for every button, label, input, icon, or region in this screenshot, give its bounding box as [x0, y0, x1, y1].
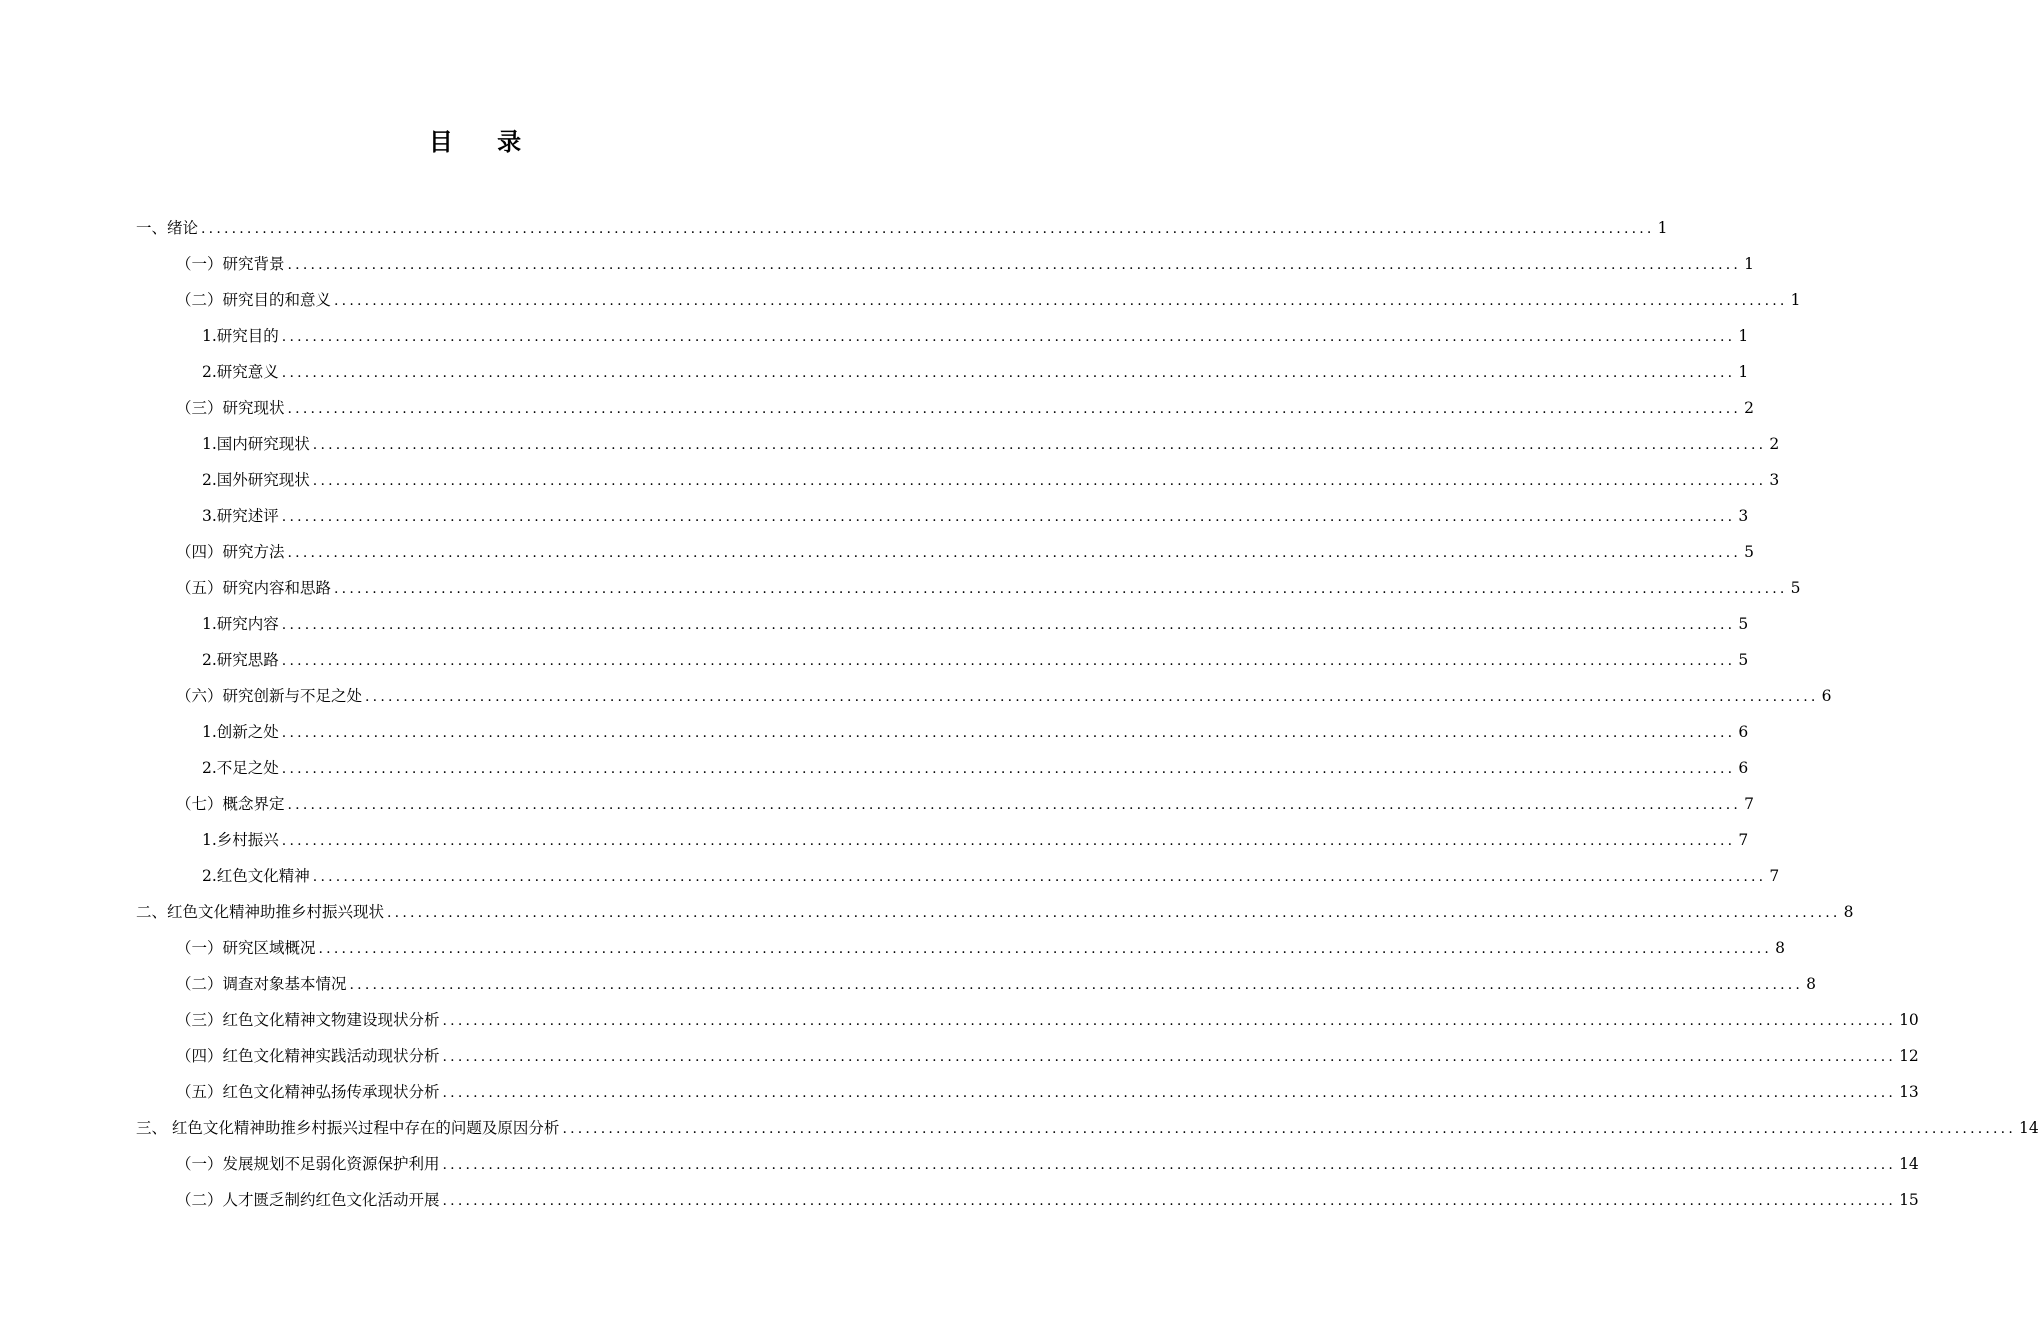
toc-entry-label: 3.研究述评 [202, 507, 279, 525]
toc-entry-label: 2.不足之处 [202, 759, 279, 777]
dot-leader: .............................................................................................................................................................................................. [442, 1193, 1897, 1209]
toc-entry-label: 1.研究内容 [202, 615, 279, 633]
dot-leader: .............................................................................................................................................................................................. [442, 1085, 1897, 1101]
toc-entry-label: 2.红色文化精神 [202, 867, 310, 885]
toc-entry-research-methods[interactable] [176, 534, 1754, 570]
toc-entry-inheritance-status[interactable] [176, 1074, 1919, 1110]
toc-entry-chapter-two[interactable] [136, 894, 1854, 930]
dot-leader: .............................................................................................................................................................................................. [562, 1121, 2016, 1137]
toc-page-number: 1 [1744, 255, 1754, 273]
toc-entry-label: （七）概念界定 [176, 795, 285, 813]
toc-entry-label: （一）研究背景 [176, 255, 285, 273]
toc-entry-talent-shortage[interactable] [176, 1182, 1919, 1218]
toc-entry-label: （二）人才匮乏制约红色文化活动开展 [176, 1191, 440, 1209]
toc-entry-label: （五）红色文化精神弘扬传承现状分析 [176, 1083, 440, 1101]
toc-entry-purpose-significance[interactable] [176, 282, 1801, 318]
toc-entry-research-content[interactable] [202, 606, 1749, 642]
toc-entry-label: （四）研究方法 [176, 543, 285, 561]
toc-page-number: 1 [1657, 219, 1668, 237]
toc-entry-planning-shortfall[interactable] [176, 1146, 1919, 1182]
toc-entry-introduction[interactable] [136, 210, 1668, 246]
toc-entry-shortcomings[interactable] [202, 750, 1749, 786]
dot-leader: .............................................................................................................................................................................................. [312, 437, 1767, 453]
dot-leader: .............................................................................................................................................................................................. [287, 797, 1742, 813]
toc-page-number: 12 [1899, 1047, 1919, 1065]
dot-leader: .............................................................................................................................................................................................. [318, 941, 1773, 957]
dot-leader: .............................................................................................................................................................................................. [281, 509, 1736, 525]
page-title: 目 录 [428, 128, 540, 156]
toc-entry-label: （六）研究创新与不足之处 [176, 687, 363, 705]
toc-page-number: 2 [1744, 399, 1754, 417]
dot-leader: .............................................................................................................................................................................................. [281, 653, 1736, 669]
toc-page-number: 6 [1821, 687, 1832, 705]
toc-page-number: 7 [1744, 795, 1754, 813]
toc-entry-label: 1.乡村振兴 [202, 831, 279, 849]
toc-entry-label: 2.国外研究现状 [202, 471, 310, 489]
toc-page-number: 6 [1738, 723, 1749, 741]
dot-leader: .............................................................................................................................................................................................. [334, 581, 1788, 597]
toc-entry-research-purpose[interactable] [202, 318, 1749, 354]
toc-entry-red-culture-spirit[interactable] [202, 858, 1780, 894]
toc-entry-survey-subjects[interactable] [176, 966, 1816, 1002]
toc-entry-label: 2.研究思路 [202, 651, 279, 669]
toc-page-number: 7 [1769, 867, 1780, 885]
toc-entry-domestic-status[interactable] [202, 426, 1780, 462]
dot-leader: .............................................................................................................................................................................................. [442, 1157, 1897, 1173]
dot-leader: .............................................................................................................................................................................................. [387, 905, 1841, 921]
dot-leader: .............................................................................................................................................................................................. [281, 725, 1736, 741]
toc-entry-research-status[interactable] [176, 390, 1754, 426]
toc-entry-research-review[interactable] [202, 498, 1749, 534]
toc-page-number: 8 [1775, 939, 1785, 957]
toc-page-number: 3 [1769, 471, 1780, 489]
toc-page-number: 5 [1738, 651, 1749, 669]
toc-page-number: 3 [1738, 507, 1749, 525]
dot-leader: .............................................................................................................................................................................................. [281, 365, 1736, 381]
toc-entry-relics-status[interactable] [176, 1002, 1919, 1038]
toc-entry-label: （一）发展规划不足弱化资源保护利用 [176, 1155, 440, 1173]
toc-entry-region-overview[interactable] [176, 930, 1785, 966]
toc-page-number: 8 [1843, 903, 1854, 921]
dot-leader: .............................................................................................................................................................................................. [442, 1049, 1897, 1065]
toc-entry-label: （一）研究区域概况 [176, 939, 316, 957]
dot-leader: .............................................................................................................................................................................................. [312, 869, 1767, 885]
toc-entry-research-significance[interactable] [202, 354, 1749, 390]
toc-page-number: 1 [1738, 363, 1749, 381]
toc-page-number: 2 [1769, 435, 1780, 453]
toc-entry-innovation-shortcomings[interactable] [176, 678, 1832, 714]
toc-page-number: 1 [1738, 327, 1749, 345]
toc-page-number: 13 [1899, 1083, 1919, 1101]
toc-entry-innovations[interactable] [202, 714, 1749, 750]
toc-page-number: 14 [2018, 1119, 2039, 1137]
toc-page-number: 7 [1738, 831, 1749, 849]
dot-leader: .............................................................................................................................................................................................. [281, 617, 1736, 633]
dot-leader: .............................................................................................................................................................................................. [442, 1013, 1897, 1029]
toc-entry-foreign-status[interactable] [202, 462, 1780, 498]
toc-page-number: 1 [1790, 291, 1801, 309]
toc-page-number: 5 [1738, 615, 1749, 633]
dot-leader: .............................................................................................................................................................................................. [281, 329, 1736, 345]
toc-entry-rural-revitalization[interactable] [202, 822, 1749, 858]
dot-leader: .............................................................................................................................................................................................. [281, 833, 1736, 849]
dot-leader: .............................................................................................................................................................................................. [287, 545, 1742, 561]
toc-entry-label: 二、红色文化精神助推乡村振兴现状 [136, 903, 385, 921]
toc-page-number: 6 [1738, 759, 1749, 777]
toc-entry-label: 三、 红色文化精神助推乡村振兴过程中存在的问题及原因分析 [136, 1119, 560, 1137]
dot-leader: .............................................................................................................................................................................................. [365, 689, 1819, 705]
dot-leader: .............................................................................................................................................................................................. [312, 473, 1767, 489]
toc-entry-label: 2.研究意义 [202, 363, 279, 381]
toc-entry-label: （三）研究现状 [176, 399, 285, 417]
toc-page-number: 10 [1899, 1011, 1919, 1029]
dot-leader: .............................................................................................................................................................................................. [201, 221, 1655, 237]
toc-entry-research-approach[interactable] [202, 642, 1749, 678]
toc-entry-label: 1.国内研究现状 [202, 435, 310, 453]
toc-entry-label: （五）研究内容和思路 [176, 579, 332, 597]
toc-entry-research-background[interactable] [176, 246, 1754, 282]
dot-leader: .............................................................................................................................................................................................. [287, 401, 1742, 417]
toc-page-number: 5 [1790, 579, 1801, 597]
toc-entry-concept-definition[interactable] [176, 786, 1754, 822]
toc-entry-content-approach[interactable] [176, 570, 1801, 606]
dot-leader: .............................................................................................................................................................................................. [334, 293, 1788, 309]
toc-page-number: 14 [1899, 1155, 1919, 1173]
toc-entry-label: 1.创新之处 [202, 723, 279, 741]
toc-entry-activities-status[interactable] [176, 1038, 1919, 1074]
toc-entry-label: （三）红色文化精神文物建设现状分析 [176, 1011, 440, 1029]
dot-leader: .............................................................................................................................................................................................. [281, 761, 1736, 777]
toc-page-number: 5 [1744, 543, 1754, 561]
toc-page-number: 8 [1806, 975, 1816, 993]
toc-entry-label: 一、绪论 [136, 219, 199, 237]
toc-entry-label: 1.研究目的 [202, 327, 279, 345]
toc-entry-chapter-three[interactable] [136, 1110, 2039, 1146]
toc-entry-label: （二）研究目的和意义 [176, 291, 332, 309]
dot-leader: .............................................................................................................................................................................................. [287, 257, 1742, 273]
toc-entry-label: （二）调查对象基本情况 [176, 975, 347, 993]
dot-leader: .............................................................................................................................................................................................. [349, 977, 1804, 993]
toc-page-number: 15 [1899, 1191, 1919, 1209]
toc-entry-label: （四）红色文化精神实践活动现状分析 [176, 1047, 440, 1065]
